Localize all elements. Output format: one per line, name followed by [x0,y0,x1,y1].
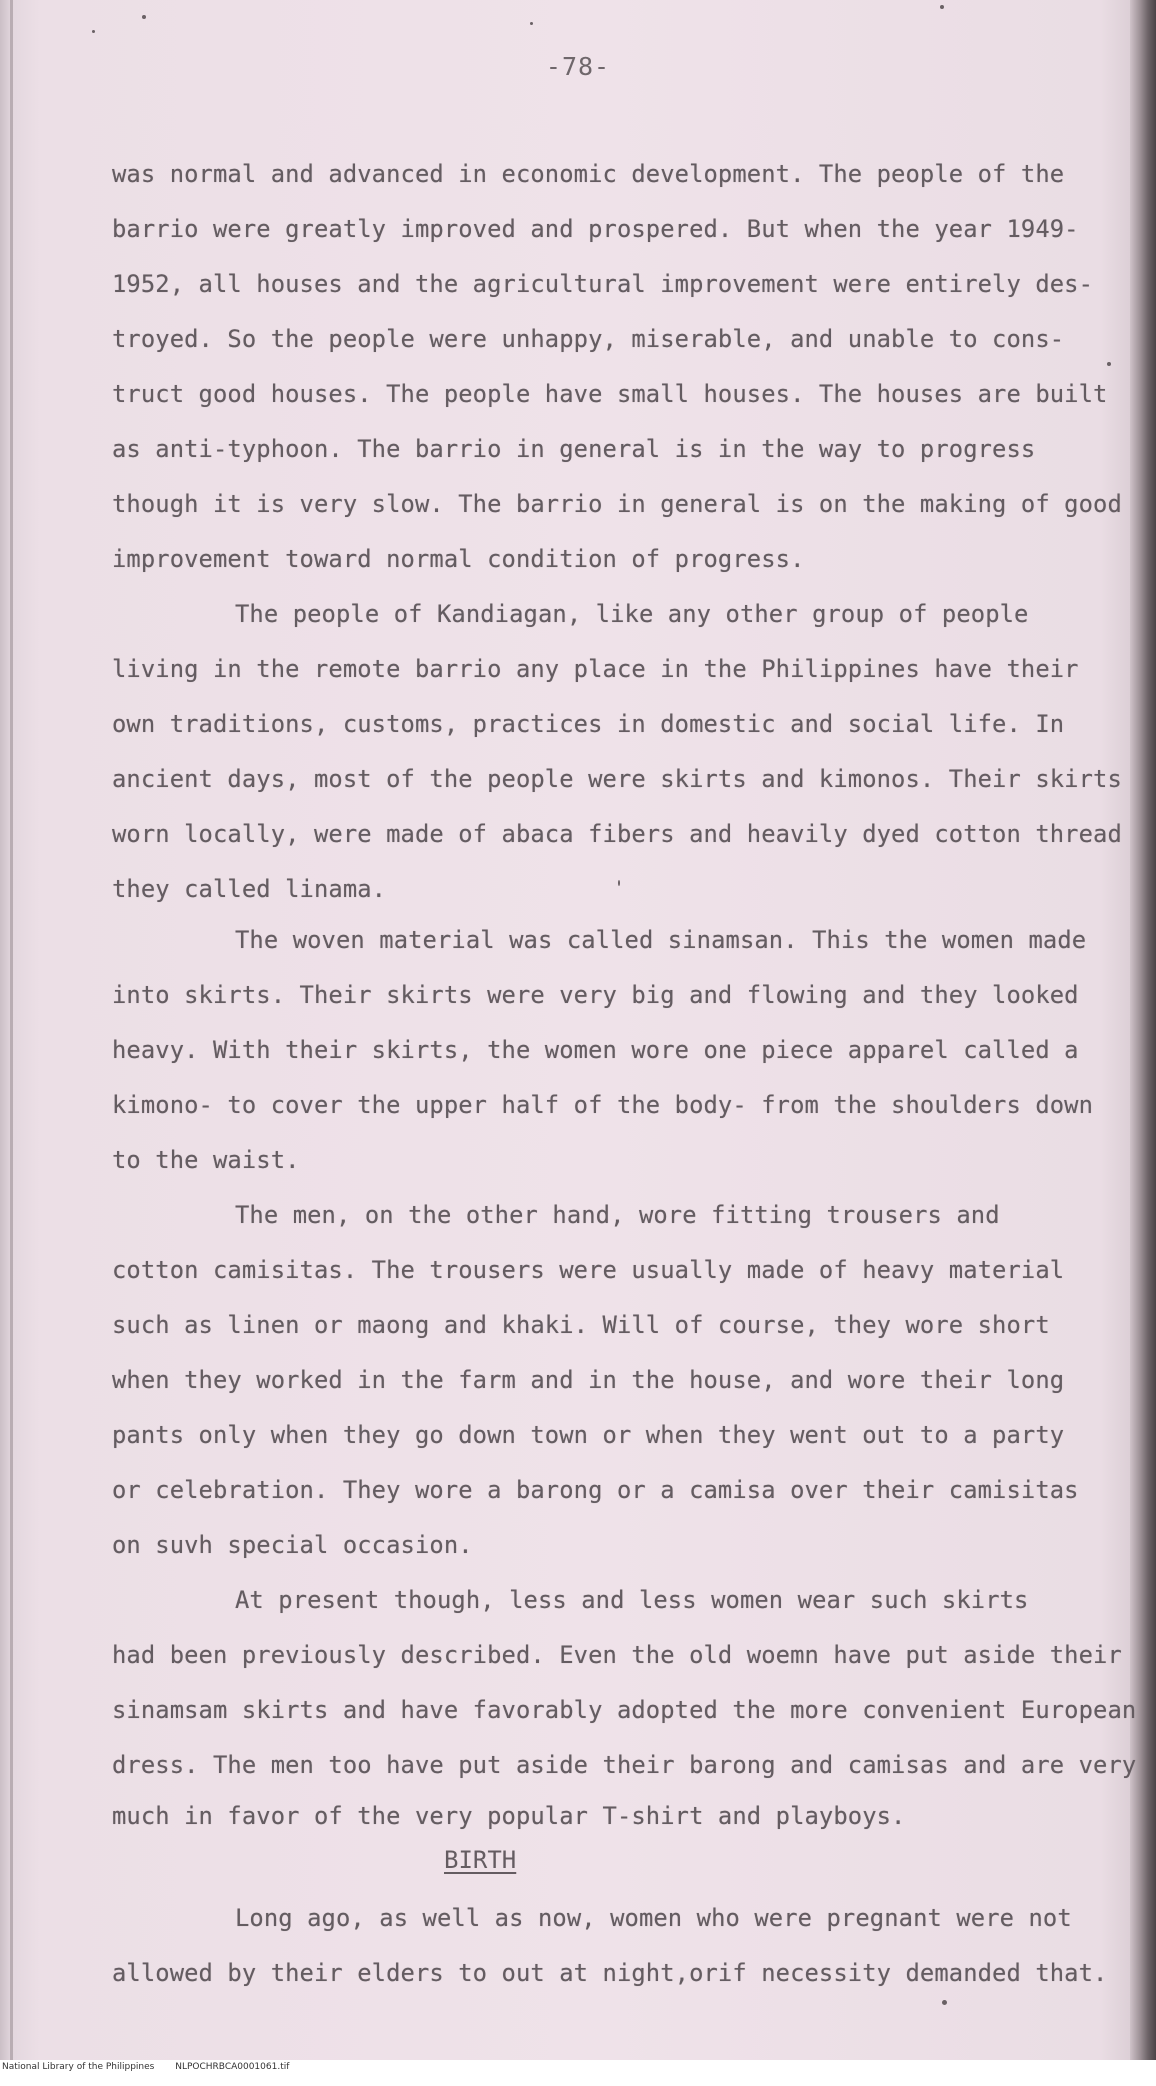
text-line: dress. The men too have put aside their barong and camisas and are very [112,1751,1137,1779]
text-line: ancient days, most of the people were skirts and kimonos. Their skirts [112,765,1122,793]
text-line: barrio were greatly improved and prospered. But when the year 1949- [112,215,1079,243]
text-line: worn locally, were made of abaca fibers and heavily dyed cotton thread [112,820,1122,848]
text-line: was normal and advanced in economic development. The people of the [112,160,1065,188]
text-line: much in favor of the very popular T-shirt and playboys. [112,1802,906,1830]
text-line: truct good houses. The people have small houses. The houses are built [112,380,1108,408]
text-line: into skirts. Their skirts were very big and flowing and they looked [112,981,1079,1009]
text-line: pants only when they go down town or when they went out to a party [112,1421,1065,1449]
text-line: Long ago, as well as now, women who were pregnant were not [235,1904,1072,1932]
text-line: such as linen or maong and khaki. Will of course, they wore short [112,1311,1050,1339]
text-line: on suvh special occasion. [112,1531,473,1559]
text-line: allowed by their elders to out at night,orif necessity demanded that. [112,1959,1108,1987]
page-number: -78- [545,52,611,81]
text-line: own traditions, customs, practices in domestic and social life. In [112,710,1065,738]
text-line: The people of Kandiagan, like any other group of people [235,600,1029,628]
scan-speck [530,22,533,25]
text-line: The woven material was called sinamsan. This the women made [235,926,1087,954]
text-line: they called linama. [112,875,387,903]
text-line: The men, on the other hand, wore fitting trousers and [235,1201,1000,1229]
scan-speck [942,2000,947,2005]
scan-speck [940,5,944,9]
text-line: or celebration. They wore a barong or a camisa over their camisitas [112,1476,1079,1504]
text-line: kimono- to cover the upper half of the body- from the shoulders down [112,1091,1094,1119]
text-line: as anti-typhoon. The barrio in general is in the way to progress [112,435,1036,463]
text-line: 1952, all houses and the agricultural improvement were entirely des- [112,270,1094,298]
scan-speck [1107,362,1111,366]
text-line: cotton camisitas. The trousers were usually made of heavy material [112,1256,1065,1284]
scan-speck [618,880,620,886]
text-line: when they worked in the farm and in the house, and wore their long [112,1366,1065,1394]
text-line: though it is very slow. The barrio in general is on the making of good [112,490,1122,518]
text-line: to the waist. [112,1146,300,1174]
text-line: had been previously described. Even the old woemn have put aside their [112,1641,1122,1669]
scan-speck [142,15,146,19]
section-heading: BIRTH [444,1846,517,1874]
text-line: improvement toward normal condition of progress. [112,545,805,573]
text-line: troyed. So the people were unhappy, miserable, and unable to cons- [112,325,1065,353]
footer-library: National Library of the Philippines [2,2062,155,2072]
text-line: sinamsam skirts and have favorably adopted the more convenient European [112,1696,1137,1724]
scan-speck [92,30,95,33]
text-line: heavy. With their skirts, the women wore one piece apparel called a [112,1036,1079,1064]
text-line: living in the remote barrio any place in the Philippines have their [112,655,1079,683]
scan-footer [0,2060,1156,2086]
page-left-edge [10,0,13,2060]
text-line: At present though, less and less women wear such skirts [235,1586,1029,1614]
footer-filename: NLPOCHRBCA0001061.tif [175,2062,290,2072]
